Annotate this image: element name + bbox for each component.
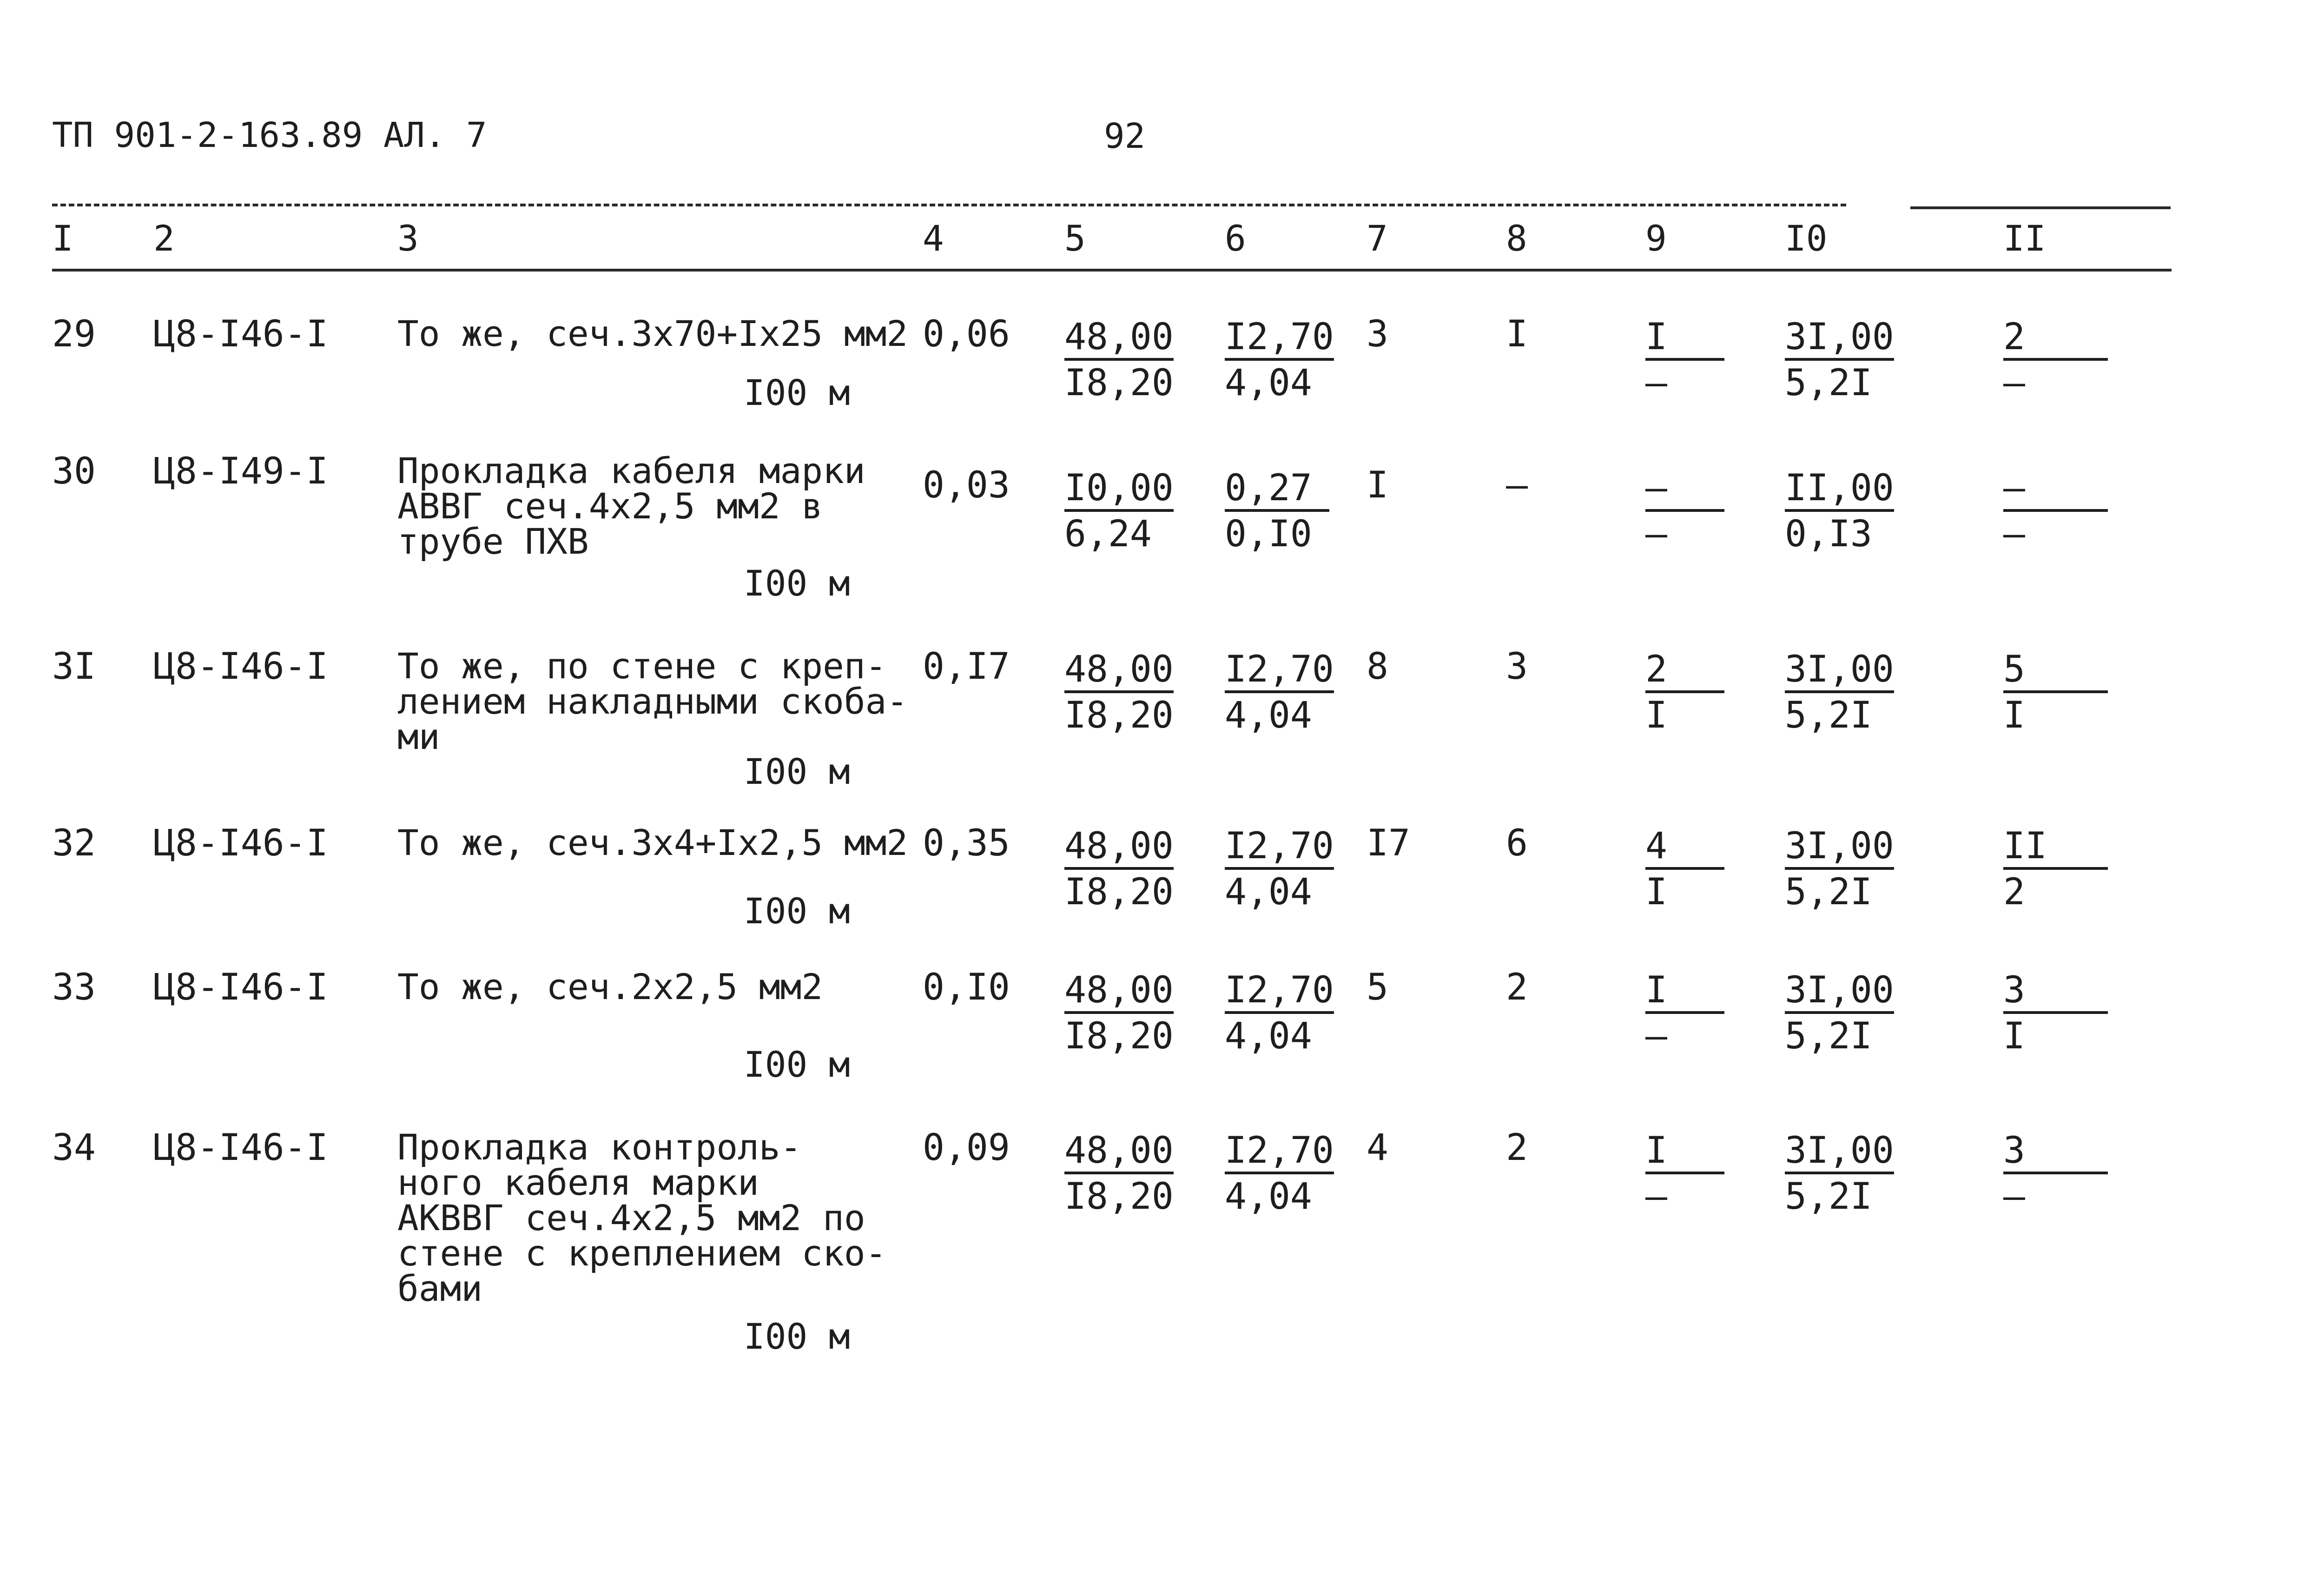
fraction-top: 5 [2003, 649, 2108, 693]
column-number: 8 [1506, 218, 1527, 259]
fraction-top: I0,00 [1064, 467, 1174, 512]
row-code: Ц8-I46-I [153, 1127, 328, 1169]
col11-fraction [2003, 825, 2108, 914]
fraction-top: – [2003, 467, 2108, 512]
row-number: 30 [52, 450, 96, 492]
col11-fraction [2003, 969, 2108, 1059]
col9-fraction [1645, 969, 1724, 1059]
col6-fraction [1225, 467, 1329, 556]
description-line: бами [397, 1268, 483, 1309]
row-code: Ц8-I46-I [153, 646, 328, 688]
fraction-bottom: – [2003, 1176, 2025, 1218]
fraction-bottom: – [1645, 513, 1667, 555]
col9-fraction [1645, 1130, 1724, 1219]
fraction-bottom: I [2003, 1015, 2025, 1057]
description-line: То же, по стене с креп- [397, 645, 887, 687]
fraction-bottom: 4,04 [1225, 695, 1312, 736]
column-number: 7 [1367, 218, 1388, 259]
col11-fraction [2003, 467, 2108, 556]
col5-fraction [1064, 969, 1174, 1059]
row-unit: I00 м [744, 890, 850, 932]
column-number: II [2003, 218, 2046, 259]
row-description [397, 822, 909, 863]
row-description [397, 1126, 909, 1309]
fraction-bottom: 0,I0 [1225, 513, 1312, 555]
fraction-bottom: – [1645, 1015, 1667, 1057]
fraction-bottom: 6,24 [1064, 513, 1152, 555]
col6-fraction [1225, 825, 1334, 914]
row-quantity: 0,I7 [923, 646, 1010, 688]
row-code: Ц8-I49-I [153, 450, 328, 492]
top-rule-left [52, 204, 1846, 206]
row-unit: I00 м [744, 1316, 850, 1357]
column-number: 4 [923, 218, 944, 259]
fraction-bottom: I8,20 [1064, 695, 1174, 736]
col8-value: – [1506, 464, 1528, 506]
fraction-bottom: – [2003, 362, 2025, 404]
column-number: 2 [153, 218, 175, 259]
description-line: лением накладными скоба- [397, 681, 908, 722]
fraction-top: 3I,00 [1785, 649, 1894, 693]
col9-fraction [1645, 825, 1724, 914]
col6-fraction [1225, 649, 1334, 738]
fraction-top: 3I,00 [1785, 1130, 1894, 1174]
row-quantity: 0,35 [923, 822, 1010, 864]
top-rule-right [1910, 206, 2171, 209]
col5-fraction [1064, 316, 1174, 405]
col8-value: 2 [1506, 967, 1528, 1008]
fraction-bottom: I8,20 [1064, 1176, 1174, 1218]
fraction-bottom: 5,2I [1785, 362, 1872, 404]
fraction-top: II,00 [1785, 467, 1894, 512]
row-unit: I00 м [744, 563, 850, 604]
row-quantity: 0,09 [923, 1127, 1010, 1169]
col6-fraction [1225, 1130, 1334, 1219]
column-number: 9 [1645, 218, 1667, 259]
fraction-bottom: I8,20 [1064, 362, 1174, 404]
col10-fraction [1785, 1130, 1894, 1219]
row-code: Ц8-I46-I [153, 313, 328, 355]
column-number: 3 [397, 218, 419, 259]
fraction-top: 3 [2003, 1130, 2108, 1174]
col6-fraction [1225, 316, 1334, 405]
fraction-top: 3 [2003, 969, 2108, 1014]
fraction-bottom: 5,2I [1785, 1176, 1872, 1218]
fraction-bottom: 4,04 [1225, 1176, 1312, 1218]
description-line: То же, сеч.3х70+Iх25 мм2 [397, 313, 908, 354]
document-reference: ТП 901-2-163.89 АЛ. 7 [52, 115, 487, 155]
description-line: Прокладка кабеля марки [397, 450, 865, 491]
fraction-top: 3I,00 [1785, 316, 1894, 361]
col10-fraction [1785, 467, 1894, 556]
fraction-top: I2,70 [1225, 316, 1334, 361]
row-number: 32 [52, 822, 96, 864]
fraction-bottom: 4,04 [1225, 362, 1312, 404]
row-number: 29 [52, 313, 96, 355]
fraction-top: 3I,00 [1785, 825, 1894, 870]
col7-value: 5 [1367, 967, 1388, 1008]
page-number: 92 [1104, 116, 1146, 156]
column-number: I0 [1785, 218, 1828, 259]
fraction-top: 2 [1645, 649, 1724, 693]
column-number: I [52, 218, 73, 259]
fraction-bottom: I [2003, 695, 2025, 736]
row-unit: I00 м [744, 1044, 850, 1085]
fraction-top: 2 [2003, 316, 2108, 361]
row-quantity: 0,03 [923, 464, 1010, 506]
column-number: 5 [1064, 218, 1086, 259]
col5-fraction [1064, 467, 1174, 556]
fraction-top: I [1645, 969, 1724, 1014]
fraction-bottom: I8,20 [1064, 1015, 1174, 1057]
fraction-top: 4 [1645, 825, 1724, 870]
col6-fraction [1225, 969, 1334, 1059]
row-description [397, 450, 909, 562]
col5-fraction [1064, 649, 1174, 738]
fraction-top: I2,70 [1225, 649, 1334, 693]
description-line: АКВВГ сеч.4х2,5 мм2 по [397, 1197, 865, 1238]
col7-value: I [1367, 464, 1388, 506]
col8-value: I [1506, 313, 1528, 355]
description-line: ного кабеля марки [397, 1162, 759, 1203]
description-line: ми [397, 716, 440, 757]
col9-fraction [1645, 316, 1724, 405]
fraction-top: I [1645, 1130, 1724, 1174]
col7-value: 4 [1367, 1127, 1388, 1169]
fraction-bottom: – [1645, 1176, 1667, 1218]
fraction-bottom: 5,2I [1785, 695, 1872, 736]
description-line: трубе ПХВ [397, 521, 589, 562]
description-line: Прокладка контроль- [397, 1126, 802, 1168]
header-bottom-rule [52, 269, 2172, 272]
col10-fraction [1785, 969, 1894, 1059]
row-number: 34 [52, 1127, 96, 1169]
col7-value: 3 [1367, 313, 1388, 355]
fraction-bottom: I [1645, 695, 1667, 736]
col11-fraction [2003, 1130, 2108, 1219]
fraction-top: II [2003, 825, 2108, 870]
fraction-top: I2,70 [1225, 1130, 1334, 1174]
col9-fraction [1645, 467, 1724, 556]
fraction-top: I2,70 [1225, 969, 1334, 1014]
col11-fraction [2003, 316, 2108, 405]
fraction-top: 48,00 [1064, 969, 1174, 1014]
fraction-bottom: I8,20 [1064, 871, 1174, 913]
column-number: 6 [1225, 218, 1246, 259]
col5-fraction [1064, 825, 1174, 914]
description-line: стене с креплением ско- [397, 1232, 887, 1274]
fraction-top: I2,70 [1225, 825, 1334, 870]
fraction-bottom: – [2003, 513, 2025, 555]
col8-value: 6 [1506, 822, 1528, 864]
col8-value: 3 [1506, 646, 1528, 688]
fraction-bottom: 4,04 [1225, 1015, 1312, 1057]
row-number: 33 [52, 967, 96, 1008]
description-line: То же, сеч.3х4+Iх2,5 мм2 [397, 822, 908, 863]
fraction-top: 0,27 [1225, 467, 1329, 512]
fraction-top: – [1645, 467, 1724, 512]
fraction-bottom: 4,04 [1225, 871, 1312, 913]
row-unit: I00 м [744, 372, 850, 413]
row-number: 3I [52, 646, 96, 688]
row-code: Ц8-I46-I [153, 822, 328, 864]
fraction-bottom: 2 [2003, 871, 2025, 913]
col5-fraction [1064, 1130, 1174, 1219]
col8-value: 2 [1506, 1127, 1528, 1169]
fraction-top: 3I,00 [1785, 969, 1894, 1014]
fraction-top: 48,00 [1064, 825, 1174, 870]
fraction-top: 48,00 [1064, 1130, 1174, 1174]
fraction-top: 48,00 [1064, 316, 1174, 361]
row-description [397, 313, 909, 354]
col10-fraction [1785, 316, 1894, 405]
row-code: Ц8-I46-I [153, 967, 328, 1008]
row-quantity: 0,I0 [923, 967, 1010, 1008]
row-description [397, 966, 909, 1007]
description-line: АВВГ сеч.4х2,5 мм2 в [397, 485, 823, 527]
col7-value: I7 [1367, 822, 1410, 864]
fraction-bottom: – [1645, 362, 1667, 404]
fraction-bottom: I [1645, 871, 1667, 913]
fraction-top: 48,00 [1064, 649, 1174, 693]
col9-fraction [1645, 649, 1724, 738]
row-unit: I00 м [744, 751, 850, 792]
col10-fraction [1785, 825, 1894, 914]
row-description [397, 645, 909, 757]
fraction-bottom: 5,2I [1785, 1015, 1872, 1057]
col10-fraction [1785, 649, 1894, 738]
description-line: То же, сеч.2х2,5 мм2 [397, 966, 823, 1007]
col11-fraction [2003, 649, 2108, 738]
fraction-top: I [1645, 316, 1724, 361]
fraction-bottom: 5,2I [1785, 871, 1872, 913]
row-quantity: 0,06 [923, 313, 1010, 355]
col7-value: 8 [1367, 646, 1388, 688]
fraction-bottom: 0,I3 [1785, 513, 1872, 555]
